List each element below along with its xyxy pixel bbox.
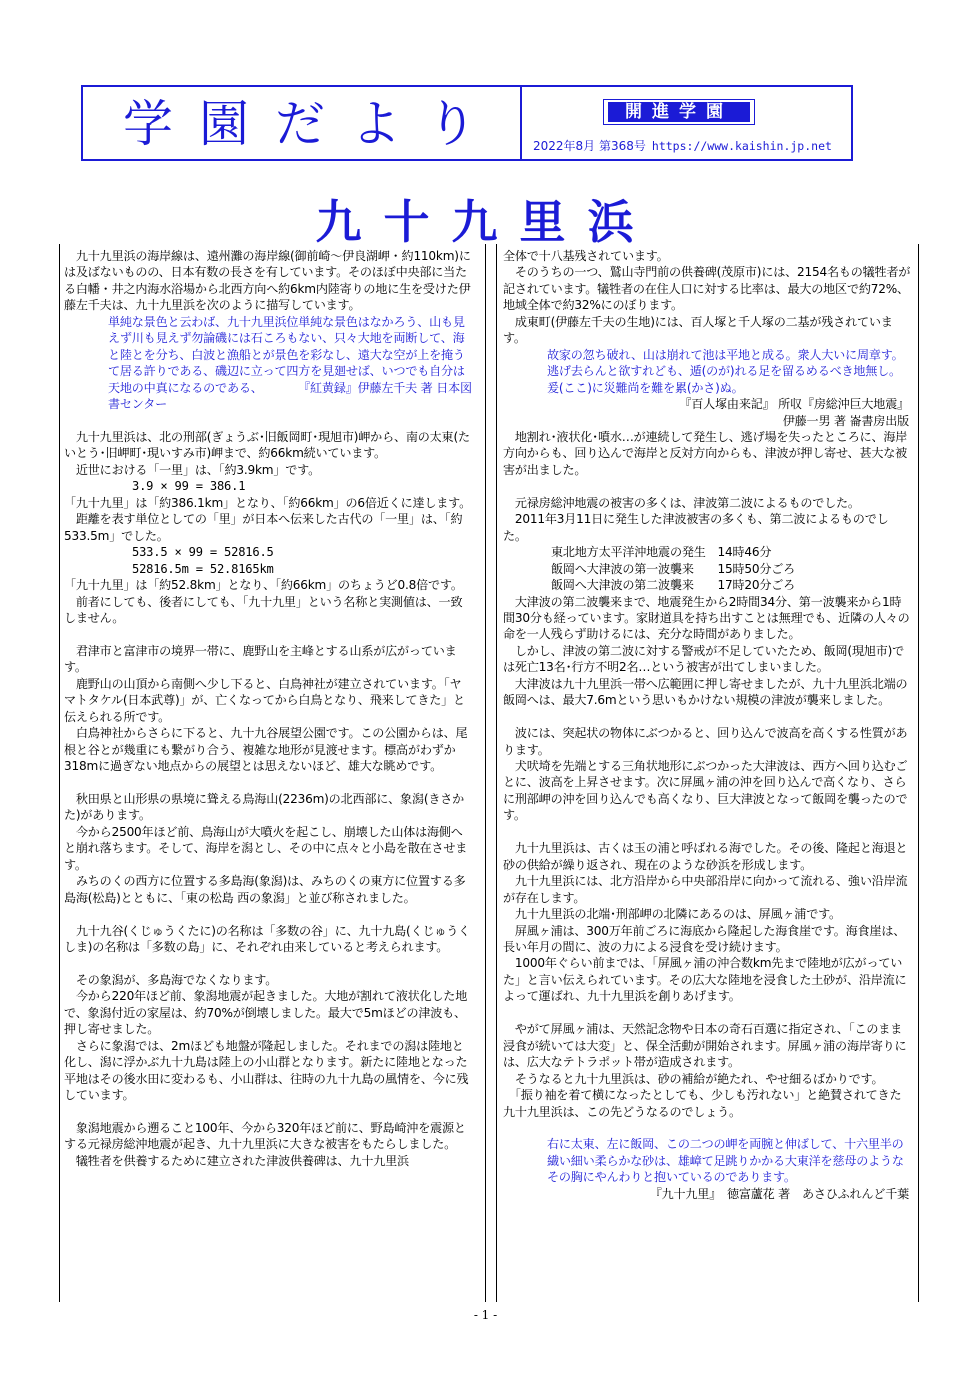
timeline-entry: 飯岡へ大津波の第一波襲来 15時50分ごろ [551,561,796,576]
paragraph-spacer [64,955,472,971]
issue-info [533,137,832,154]
paragraph-spacer [64,1103,472,1119]
paragraph-spacer [503,1005,911,1021]
paragraph: 成東町(伊藤左千夫の生地)には、百人塚と千人塚の二基が残されています。 [503,314,893,346]
paragraph: 九十九里浜は、北の刑部(ぎょうぶ･旧飯岡町･現旭市)岬から、南の太東(たいとう･旧岬町･現いすみ市)岬まで、約66km続いています。 [64,429,470,461]
paragraph-spacer [64,626,472,642]
paragraph: 「振り袖を着て横になったとしても、少しも汚れない」と絶賛されてきた九十九里浜は、この先どうなるのでしょう。 [503,1088,902,1119]
paragraph: 前者にしても、後者にしても、「九十九里」という名称と実測値は、一致しません。 [64,594,463,625]
paragraph: 九十九里浜の海岸線は、遠州灘の海岸線(御前崎～伊良湖岬・約110km)には及ばないものの、日本有数の長さを有しています。そのほぼ中央部に当たる白幡・井之内海水浴場から北西方向へ約6km内陸寄りの地に生を受けた伊藤左千夫は、九十九里浜を次のように描写しています。 [64,249,471,313]
citation: 『九十九里』 徳富蘆花 著 あさひふれんど千葉 [649,1186,909,1201]
quotation: 右に太東、左に飯岡、この二つの岬を両腕と伸ばして、十六里半の繊い細い柔らかな砂は、雄嶂て足跳りかかる大東洋を慈母のようなその胸にやんわりと抱いているのであります。 [547,1137,904,1185]
timeline-entry: 東北地方太平洋沖地震の発生 14時46分 [551,545,772,560]
paragraph: みちのくの西方に位置する多島海(象潟)は、みちのくの東方に位置する多島海(松島)とともに、「東の松島 西の象潟」と並び称されました。 [64,874,466,905]
website-url: https://www.kaishin.jp.net [651,139,832,153]
school-name-box [603,99,755,125]
paragraph: 象潟地震から遡ること100年、今から320年ほど前に、野島崎沖を震源とする元禄房総沖地震が起き、九十九里浜に大きな被害をもたらしました。 [64,1120,466,1152]
paragraph: しかし、津波の第二波に対する警戒が不足していたため、飯岡(現旭市)では死亡13名･行方不明2名…という被害が出てしまいました。 [503,643,905,675]
paragraph-spacer [503,478,911,494]
right-column [503,248,911,1300]
paragraph: 九十九谷(くじゅうくたに)の名称は「多数の谷」に、九十九島(くじゅうくしま)の名称は「多数の島」に、それぞれ由来していると考えられます。 [64,923,471,954]
column-rule-left [59,244,60,1302]
paragraph: 君津市と富津市の境界一帯に、鹿野山を主峰とする山系が広がっています。 [64,643,457,675]
paragraph: やがて屏風ヶ浦は、天然記念物や日本の奇石百選に指定され、「このまま浸食が続いては大変」と、保全活動が開始されます。屏風ヶ浦の海岸寄りには、広大なテトラポット帯が造成されます。 [503,1022,907,1070]
paragraph-spacer [64,906,472,922]
newsletter-header [81,85,853,161]
column-rule-right [918,244,919,1302]
page-number: - 1 - [473,1308,498,1322]
paragraph: 距離を表す単位としての「里」が日本へ伝来した古代の「一里」は、「約533.5m」でした。 [64,512,463,543]
paragraph: 今から2500年ほど前、鳥海山が大噴火を起こし、崩壊した山体は海側へと崩れ落ちます。そして、海岸を潟とし、その中に点々と小島を散在させます。 [64,824,468,872]
paragraph: 地割れ･液状化･噴水…が連続して発生し、逃げ場を失ったところに、海岸方向からも、回り込んで海岸と反対方向からも、津波が押し寄せ、甚大な被害が出ました。 [503,429,908,477]
left-column [64,248,472,1300]
column-rule-middle-2 [496,244,497,1302]
paragraph: 秋田県と山形県の県境に聳える鳥海山(2236m)の北西部に、象潟(きさかた)があります。 [64,791,465,823]
paragraph: 鹿野山の山頂から南側へ少し下ると、白鳥神社が建立されています。「ヤマトタケル(日本武尊)」が、亡くなってから白鳥となり、飛来してきた」と伝えられる所です。 [64,676,465,724]
calculation: 533.5 × 99 = 52816.5 [132,545,274,560]
paragraph: 犠牲者を供養するために建立された津波供養碑は、九十九里浜 [64,1153,409,1168]
paragraph-spacer [64,774,472,790]
quotation: 単純な景色と云わば、九十九里浜位単純な景色はなかろう、山も見えず川も見えず勿論磯には石ころもない、只々大地を両断して、海と陸とを分ち、白波と漁船とが景色を彩なし、遠大な空が上を掩うて居る許りである、磯辺に立って四方を見廻せば、いつでも自分は天地の中真になるのである、 『紅黄録』伊藤左千夫 著 日本図書センター [108,314,472,412]
paragraph: 九十九里浜には、北方沿岸から中央部沿岸に向かって流れる、強い沿岸流が存在します。 [503,874,908,905]
header-divider [520,87,522,159]
paragraph: 大津波は九十九里浜一帯へ広範囲に押し寄せましたが、九十九里浜北端の飯岡へは、最大7.6mという思いもかけない規模の津波が襲来しました。 [503,676,908,708]
paragraph-spacer [503,709,911,725]
paragraph: 2011年3月11日に発生した津波被害の多くも、第二波によるものでした。 [503,512,889,543]
paragraph: 近世における「一里」は、「約3.9km」です。 [64,462,320,477]
paragraph: そうなると九十九里浜は、砂の補給が絶たれ、やせ細るばかりです。 [503,1071,884,1086]
calculation: 52816.5m = 52.8165km [132,561,274,576]
paragraph: 大津波の第二波襲来まで、地震発生から2時間34分、第一波襲来から1時間30分も経っています。家財道具を持ち出すことは無理でも、近隣の人々の命を一人残らず助けるには、充分な時間がありました。 [503,594,910,642]
paragraph: 屏風ヶ浦は、300万年前ごろに海底から隆起した海食崖です。海食崖は、長い年月の間に、波の力による浸食を受け続けます。 [503,923,906,954]
issue-number: 2022年8月 第368号 [533,139,646,153]
paragraph: 「九十九里」は「約386.1km」となり、「約66km」の6倍近くに達します。 [64,495,471,510]
timeline-entry: 飯岡へ大津波の第二波襲来 17時20分ごろ [551,578,796,593]
paragraph: 九十九里浜の北端･刑部岬の北隣にあるのは、屏風ヶ浦です。 [503,907,841,922]
quotation: 故家の忽ち破れ、山は崩れて池は平地と成る。衆人大いに周章す。逃げ去らんと欲すれども、遁(のが)れる足を留るめるべき地無し。爰(ここ)に災難尚を難を累(かさ)ぬ。 [547,347,904,395]
paragraph: 元禄房総沖地震の被害の多くは、津波第二波によるものでした。 [503,495,860,510]
paragraph: 全体で十八基残されています。 [503,249,669,263]
paragraph: 「九十九里」は「約52.8km」となり、「約66km」のちょうど0.8倍です。 [64,578,463,593]
school-name: 開進学園 [608,102,750,122]
paragraph-spacer [64,413,472,429]
paragraph: 犬吠埼を先端とする三角状地形にぶつかった大津波は、西方へ回り込むごとに、波高を上昇させます。次に屏風ヶ浦の沖を回り込んで高くなり、さらに刑部岬の沖を回り込んでも高くなり、巨大津波となって飯岡を襲ったのです。 [503,759,908,823]
article-title: 九十九里浜 [315,195,656,249]
paragraph: 白鳥神社からさらに下ると、九十九谷展望公園です。この公園からは、尾根と谷とが幾重にも繋がり合う、複雑な地形が見渡せます。標高がわずか318mに過ぎない地点からの展望とは思えないほど、雄大な眺めです。 [64,726,468,774]
paragraph: 今から220年ほど前、象潟地震が起きました。大地が割れて液状化した地で、象潟付近の家屋は、約70%が倒壊しました。最大で5mほどの津波も、押し寄せました。 [64,989,468,1037]
newsletter-title: 学園だより [123,95,503,153]
paragraph: さらに象潟では、2mほども地盤が隆起しました。それまでの潟は陸地と化し、潟に浮かぶ九十九島は陸上の小山群となります。新たに陸地となった平地はその後水田に変わるも、小山群は、往時の九十九島の風情を、今に残しています。 [64,1038,469,1103]
citation: 伊藤一男 著 崙書房出版 [782,413,909,428]
paragraph: 九十九里浜は、古くは玉の浦と呼ばれる海でした。その後、隆起と海退と砂の供給が繰り返され、現在のような砂浜を形成します。 [503,841,908,872]
paragraph: 波には、突起状の物体にぶつかると、回り込んで波高を高くする性質があります。 [503,726,908,757]
column-rule-middle [485,244,486,1302]
citation: 『百人塚由来記』 所収『房総沖巨大地震』 [679,397,909,412]
calculation: 3.9 × 99 = 386.1 [132,479,246,494]
paragraph: そのうちの一つ、鷲山寺門前の供養碑(茂原市)には、2154名もの犠牲者が記されています。犠牲者の在住人口に対する比率は、最大の地区で約72%、地域全体で約32%にのぼります。 [503,265,911,313]
paragraph-spacer [503,1120,911,1136]
paragraph: その象潟が、多島海でなくなります。 [64,972,278,987]
paragraph: 1000年ぐらい前までは、「屏風ヶ浦の沖合数km先まで陸地が広がっていた」と言い伝えられています。その広大な陸地を浸食した土砂が、沿岸流によって運ばれ、九十九里浜を創りあげます。 [503,956,907,1004]
paragraph-spacer [503,824,911,840]
